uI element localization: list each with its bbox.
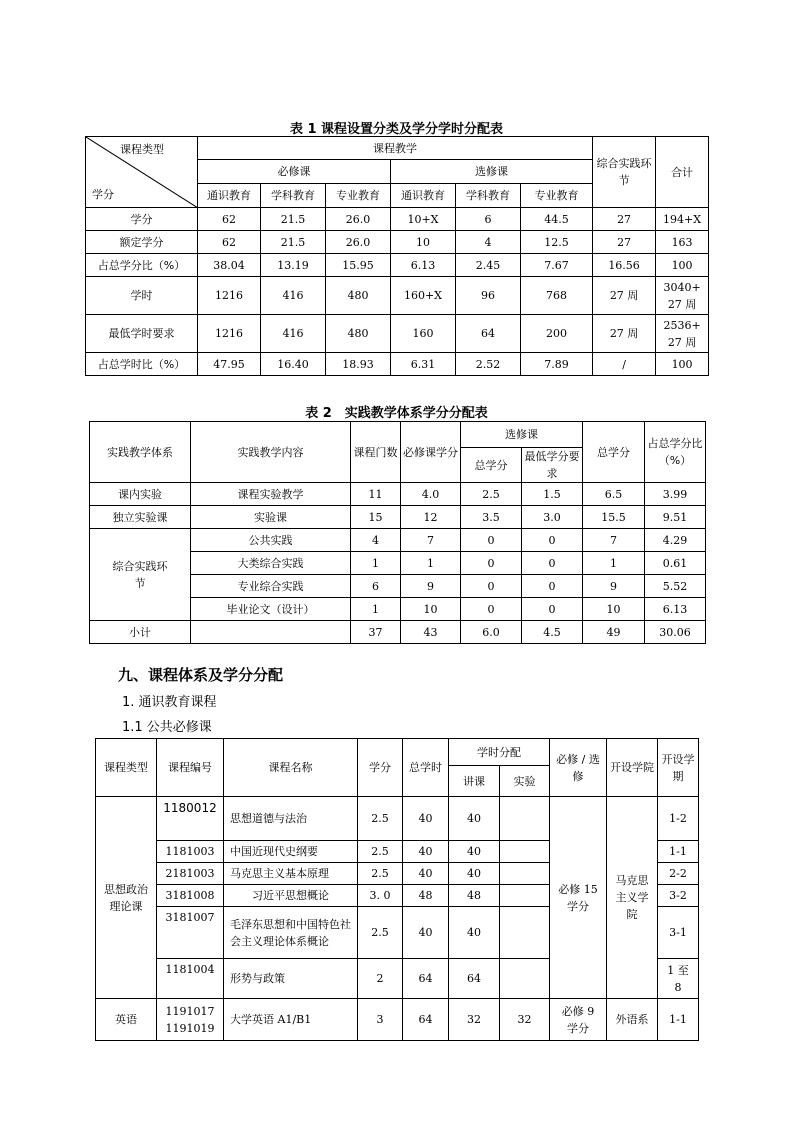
- cell: 1216: [198, 277, 261, 315]
- name-header: 课程名称: [224, 739, 358, 797]
- cell: 100: [656, 353, 709, 376]
- group-main-header: 课程教学: [198, 137, 593, 160]
- table-row: [96, 797, 699, 841]
- course-name-cell: 马克思主义基本原理: [224, 863, 358, 885]
- cell: 2.52: [456, 353, 521, 376]
- cell: 16.40: [261, 353, 326, 376]
- cell: 40: [449, 797, 500, 841]
- cell: 160: [391, 315, 456, 353]
- table2-caption: 表 2 实践教学体系学分分配表: [305, 406, 488, 421]
- table2-practice-credits: [89, 421, 706, 644]
- corner-bottom-label: 学分: [92, 188, 114, 201]
- cell: 3.5: [461, 506, 522, 529]
- system-header: 实践教学体系: [90, 422, 191, 483]
- content-header: 实践教学内容: [191, 422, 351, 483]
- table3-public-required-courses: [95, 738, 699, 1041]
- code-cell: 3181008: [157, 885, 224, 907]
- sub-header: 专业教育: [521, 184, 593, 208]
- cell: 64: [456, 315, 521, 353]
- table-row: [90, 483, 706, 506]
- cell: 40: [403, 907, 449, 959]
- cell: 2.5: [358, 841, 403, 863]
- cell: 9.51: [645, 506, 706, 529]
- row-label: 学分: [86, 208, 198, 231]
- cell: 4.5: [522, 621, 583, 644]
- type-cell: 思想政治理论课: [96, 797, 157, 999]
- course-name-cell: 形势与政策: [224, 959, 358, 999]
- cell: 15.5: [583, 506, 645, 529]
- required-header: 必修课学分: [401, 422, 461, 483]
- cell: 2.5: [358, 907, 403, 959]
- cell: 3.0: [522, 506, 583, 529]
- school-header: 开设学院: [607, 739, 658, 797]
- cell: 3040+ 27 周: [656, 277, 709, 315]
- cell: 194+X: [656, 208, 709, 231]
- cell: 2536+ 27 周: [656, 315, 709, 353]
- table-row: [90, 529, 706, 552]
- elective-min-header: 最低学分要求: [522, 448, 583, 483]
- cell: 15: [351, 506, 401, 529]
- corner-top-label: 课程类型: [120, 143, 164, 156]
- type-header: 课程类型: [96, 739, 157, 797]
- cell: 27 周: [593, 277, 656, 315]
- cell: 7.67: [521, 254, 593, 277]
- cell: 40: [449, 863, 500, 885]
- cell: 4.29: [645, 529, 706, 552]
- cell: 6.13: [645, 598, 706, 621]
- cell: 6.31: [391, 353, 456, 376]
- cell: 49: [583, 621, 645, 644]
- cell: 1216: [198, 315, 261, 353]
- term-cell: 1-2: [658, 797, 699, 841]
- row-label: 学时: [86, 277, 198, 315]
- cell: 480: [326, 277, 391, 315]
- cell: 64: [403, 959, 449, 999]
- cell: 100: [656, 254, 709, 277]
- cell: 11: [351, 483, 401, 506]
- req-header: 必修 / 选修: [550, 739, 607, 797]
- cell: 416: [261, 315, 326, 353]
- cell: 12.5: [521, 231, 593, 254]
- cell: 2.5: [358, 797, 403, 841]
- required-header: 必修课: [198, 160, 391, 184]
- code-cell: 1180012: [157, 797, 224, 841]
- cell: 38.04: [198, 254, 261, 277]
- cell: 480: [326, 315, 391, 353]
- cell: 12: [401, 506, 461, 529]
- sub-header: 学科教育: [456, 184, 521, 208]
- section-heading-9: 九、课程体系及学分分配: [118, 666, 284, 684]
- cell: 32: [500, 999, 550, 1041]
- cell: 40: [449, 907, 500, 959]
- cell: 48: [403, 885, 449, 907]
- cell: 6: [456, 208, 521, 231]
- cell: 18.93: [326, 353, 391, 376]
- table-row: [86, 353, 709, 376]
- row-label: 最低学时要求: [86, 315, 198, 353]
- cell: 40: [403, 863, 449, 885]
- cell: 4.0: [401, 483, 461, 506]
- table1-corner-cell: [86, 137, 198, 208]
- school-cell: 外语系: [607, 999, 658, 1041]
- cell: 40: [449, 841, 500, 863]
- section-heading-1: 1. 通识教育课程: [122, 695, 217, 710]
- cell: 32: [449, 999, 500, 1041]
- elective-header: 选修课: [461, 422, 583, 448]
- cell: 13.19: [261, 254, 326, 277]
- row-label: 占总学时比（%）: [86, 353, 198, 376]
- table1-credit-hours: [85, 136, 709, 376]
- cell: 0: [461, 552, 522, 575]
- cell: 30.06: [645, 621, 706, 644]
- cell: 6: [351, 575, 401, 598]
- elective-total-header: 总学分: [461, 448, 522, 483]
- cell: 2: [358, 959, 403, 999]
- course-name-cell: 毛泽东思想和中国特色社会主义理论体系概论: [224, 907, 358, 959]
- cell: 47.95: [198, 353, 261, 376]
- cell: 1: [351, 598, 401, 621]
- cell: 10: [583, 598, 645, 621]
- ratio-header: 占总学分比（%）: [645, 422, 706, 483]
- dist-header: 学时分配: [449, 739, 550, 766]
- code-cell: 1181004: [157, 959, 224, 999]
- sub-header: 学科教育: [261, 184, 326, 208]
- table-row: [90, 621, 706, 644]
- code-header: 课程编号: [157, 739, 224, 797]
- cell: 5.52: [645, 575, 706, 598]
- table1-caption: 表 1 课程设置分类及学分学时分配表: [289, 122, 504, 137]
- row-label: 占总学分比（%）: [86, 254, 198, 277]
- cell: 0: [461, 598, 522, 621]
- course-name-cell: 习近平思想概论: [224, 885, 358, 907]
- cell: 6.0: [461, 621, 522, 644]
- total-header: 合计: [656, 137, 709, 208]
- cell: 768: [521, 277, 593, 315]
- cell: 4: [351, 529, 401, 552]
- cell: 64: [403, 999, 449, 1041]
- lecture-header: 讲课: [449, 766, 500, 797]
- cell: 0: [522, 529, 583, 552]
- cell: 0: [461, 529, 522, 552]
- cell: 2.5: [358, 863, 403, 885]
- table-row: [86, 208, 709, 231]
- cell: 62: [198, 231, 261, 254]
- cell: 7.89: [521, 353, 593, 376]
- system-cell: 独立实验课: [90, 506, 191, 529]
- cell: 1: [401, 552, 461, 575]
- cell: 26.0: [326, 208, 391, 231]
- content-cell: 毕业论文（设计）: [191, 598, 351, 621]
- lab-header: 实验: [500, 766, 550, 797]
- term-cell: 2-2: [658, 863, 699, 885]
- system-cell: 综合实践环节: [90, 529, 191, 621]
- cell: 7: [583, 529, 645, 552]
- code-line-2: 1191019: [165, 1021, 215, 1035]
- cell: 6.13: [391, 254, 456, 277]
- cell: 163: [656, 231, 709, 254]
- cell: 200: [521, 315, 593, 353]
- table-row: [96, 999, 699, 1041]
- sub-header: 通识教育: [391, 184, 456, 208]
- cell: 44.5: [521, 208, 593, 231]
- cell: /: [593, 353, 656, 376]
- sub-header: 通识教育: [198, 184, 261, 208]
- term-cell: 1-1: [658, 999, 699, 1041]
- cell: 10: [401, 598, 461, 621]
- req-cell: 必修 9 学分: [550, 999, 607, 1041]
- table-row: [86, 231, 709, 254]
- cell: 0: [522, 598, 583, 621]
- elective-header: 选修课: [391, 160, 593, 184]
- cell: 2.45: [456, 254, 521, 277]
- cell: 0: [522, 575, 583, 598]
- cell: 6.5: [583, 483, 645, 506]
- cell: 27: [593, 208, 656, 231]
- code-line-1: 1191017: [165, 1004, 215, 1018]
- content-cell: 公共实践: [191, 529, 351, 552]
- table-row: [90, 506, 706, 529]
- type-cell: 英语: [96, 999, 157, 1041]
- cell: 160+X: [391, 277, 456, 315]
- term-header: 开设学期: [658, 739, 699, 797]
- cell: 10: [391, 231, 456, 254]
- term-cell: 1-1: [658, 841, 699, 863]
- total-header: 总学分: [583, 422, 645, 483]
- cell: [500, 907, 550, 959]
- content-cell: 课程实验教学: [191, 483, 351, 506]
- cell: 37: [351, 621, 401, 644]
- cell: 3: [358, 999, 403, 1041]
- cell: 62: [198, 208, 261, 231]
- cell: 96: [456, 277, 521, 315]
- code-cell: [157, 999, 224, 1041]
- hours-header: 总学时: [403, 739, 449, 797]
- cell: 7: [401, 529, 461, 552]
- cell: 27: [593, 231, 656, 254]
- cell: 40: [403, 841, 449, 863]
- cell: 0.61: [645, 552, 706, 575]
- code-cell: 3181007: [157, 907, 224, 959]
- sub-header: 专业教育: [326, 184, 391, 208]
- school-cell: 马克思主义学院: [607, 797, 658, 999]
- term-cell: 3-1: [658, 907, 699, 959]
- count-header: 课程门数: [351, 422, 401, 483]
- code-cell: 2181003: [157, 863, 224, 885]
- row-label: 额定学分: [86, 231, 198, 254]
- cell: [500, 797, 550, 841]
- system-cell: 小计: [90, 621, 191, 644]
- content-cell: 实验课: [191, 506, 351, 529]
- credit-header: 学分: [358, 739, 403, 797]
- cell: 15.95: [326, 254, 391, 277]
- req-cell: 必修 15 学分: [550, 797, 607, 999]
- cell: 16.56: [593, 254, 656, 277]
- cell: 43: [401, 621, 461, 644]
- cell: 27 周: [593, 315, 656, 353]
- cell: [500, 885, 550, 907]
- cell: 416: [261, 277, 326, 315]
- cell: 48: [449, 885, 500, 907]
- cell: 64: [449, 959, 500, 999]
- system-cell: 课内实验: [90, 483, 191, 506]
- cell: 9: [401, 575, 461, 598]
- cell: 26.0: [326, 231, 391, 254]
- cell: 4: [456, 231, 521, 254]
- cell: 1.5: [522, 483, 583, 506]
- code-cell: 1181003: [157, 841, 224, 863]
- cell: 21.5: [261, 231, 326, 254]
- course-name-cell: 中国近现代史纲要: [224, 841, 358, 863]
- cell: 1: [583, 552, 645, 575]
- cell: 0: [522, 552, 583, 575]
- term-cell: 3-2: [658, 885, 699, 907]
- practice-header: 综合实践环节: [593, 137, 656, 208]
- cell: 21.5: [261, 208, 326, 231]
- content-cell: 专业综合实践: [191, 575, 351, 598]
- cell: 2.5: [461, 483, 522, 506]
- cell: 9: [583, 575, 645, 598]
- course-name-cell: 大学英语 A1/B1: [224, 999, 358, 1041]
- table-row: [86, 277, 709, 315]
- cell: 1: [351, 552, 401, 575]
- cell: 10+X: [391, 208, 456, 231]
- cell: 0: [461, 575, 522, 598]
- cell: 3.99: [645, 483, 706, 506]
- content-cell: [191, 621, 351, 644]
- cell: [500, 841, 550, 863]
- course-name-cell: 思想道德与法治: [224, 797, 358, 841]
- section-heading-1-1: 1.1 公共必修课: [122, 720, 212, 735]
- content-cell: 大类综合实践: [191, 552, 351, 575]
- term-cell: 1 至 8: [658, 959, 699, 999]
- table-row: [86, 315, 709, 353]
- cell: [500, 959, 550, 999]
- table-row: [86, 254, 709, 277]
- cell: [500, 863, 550, 885]
- cell: 3. 0: [358, 885, 403, 907]
- cell: 40: [403, 797, 449, 841]
